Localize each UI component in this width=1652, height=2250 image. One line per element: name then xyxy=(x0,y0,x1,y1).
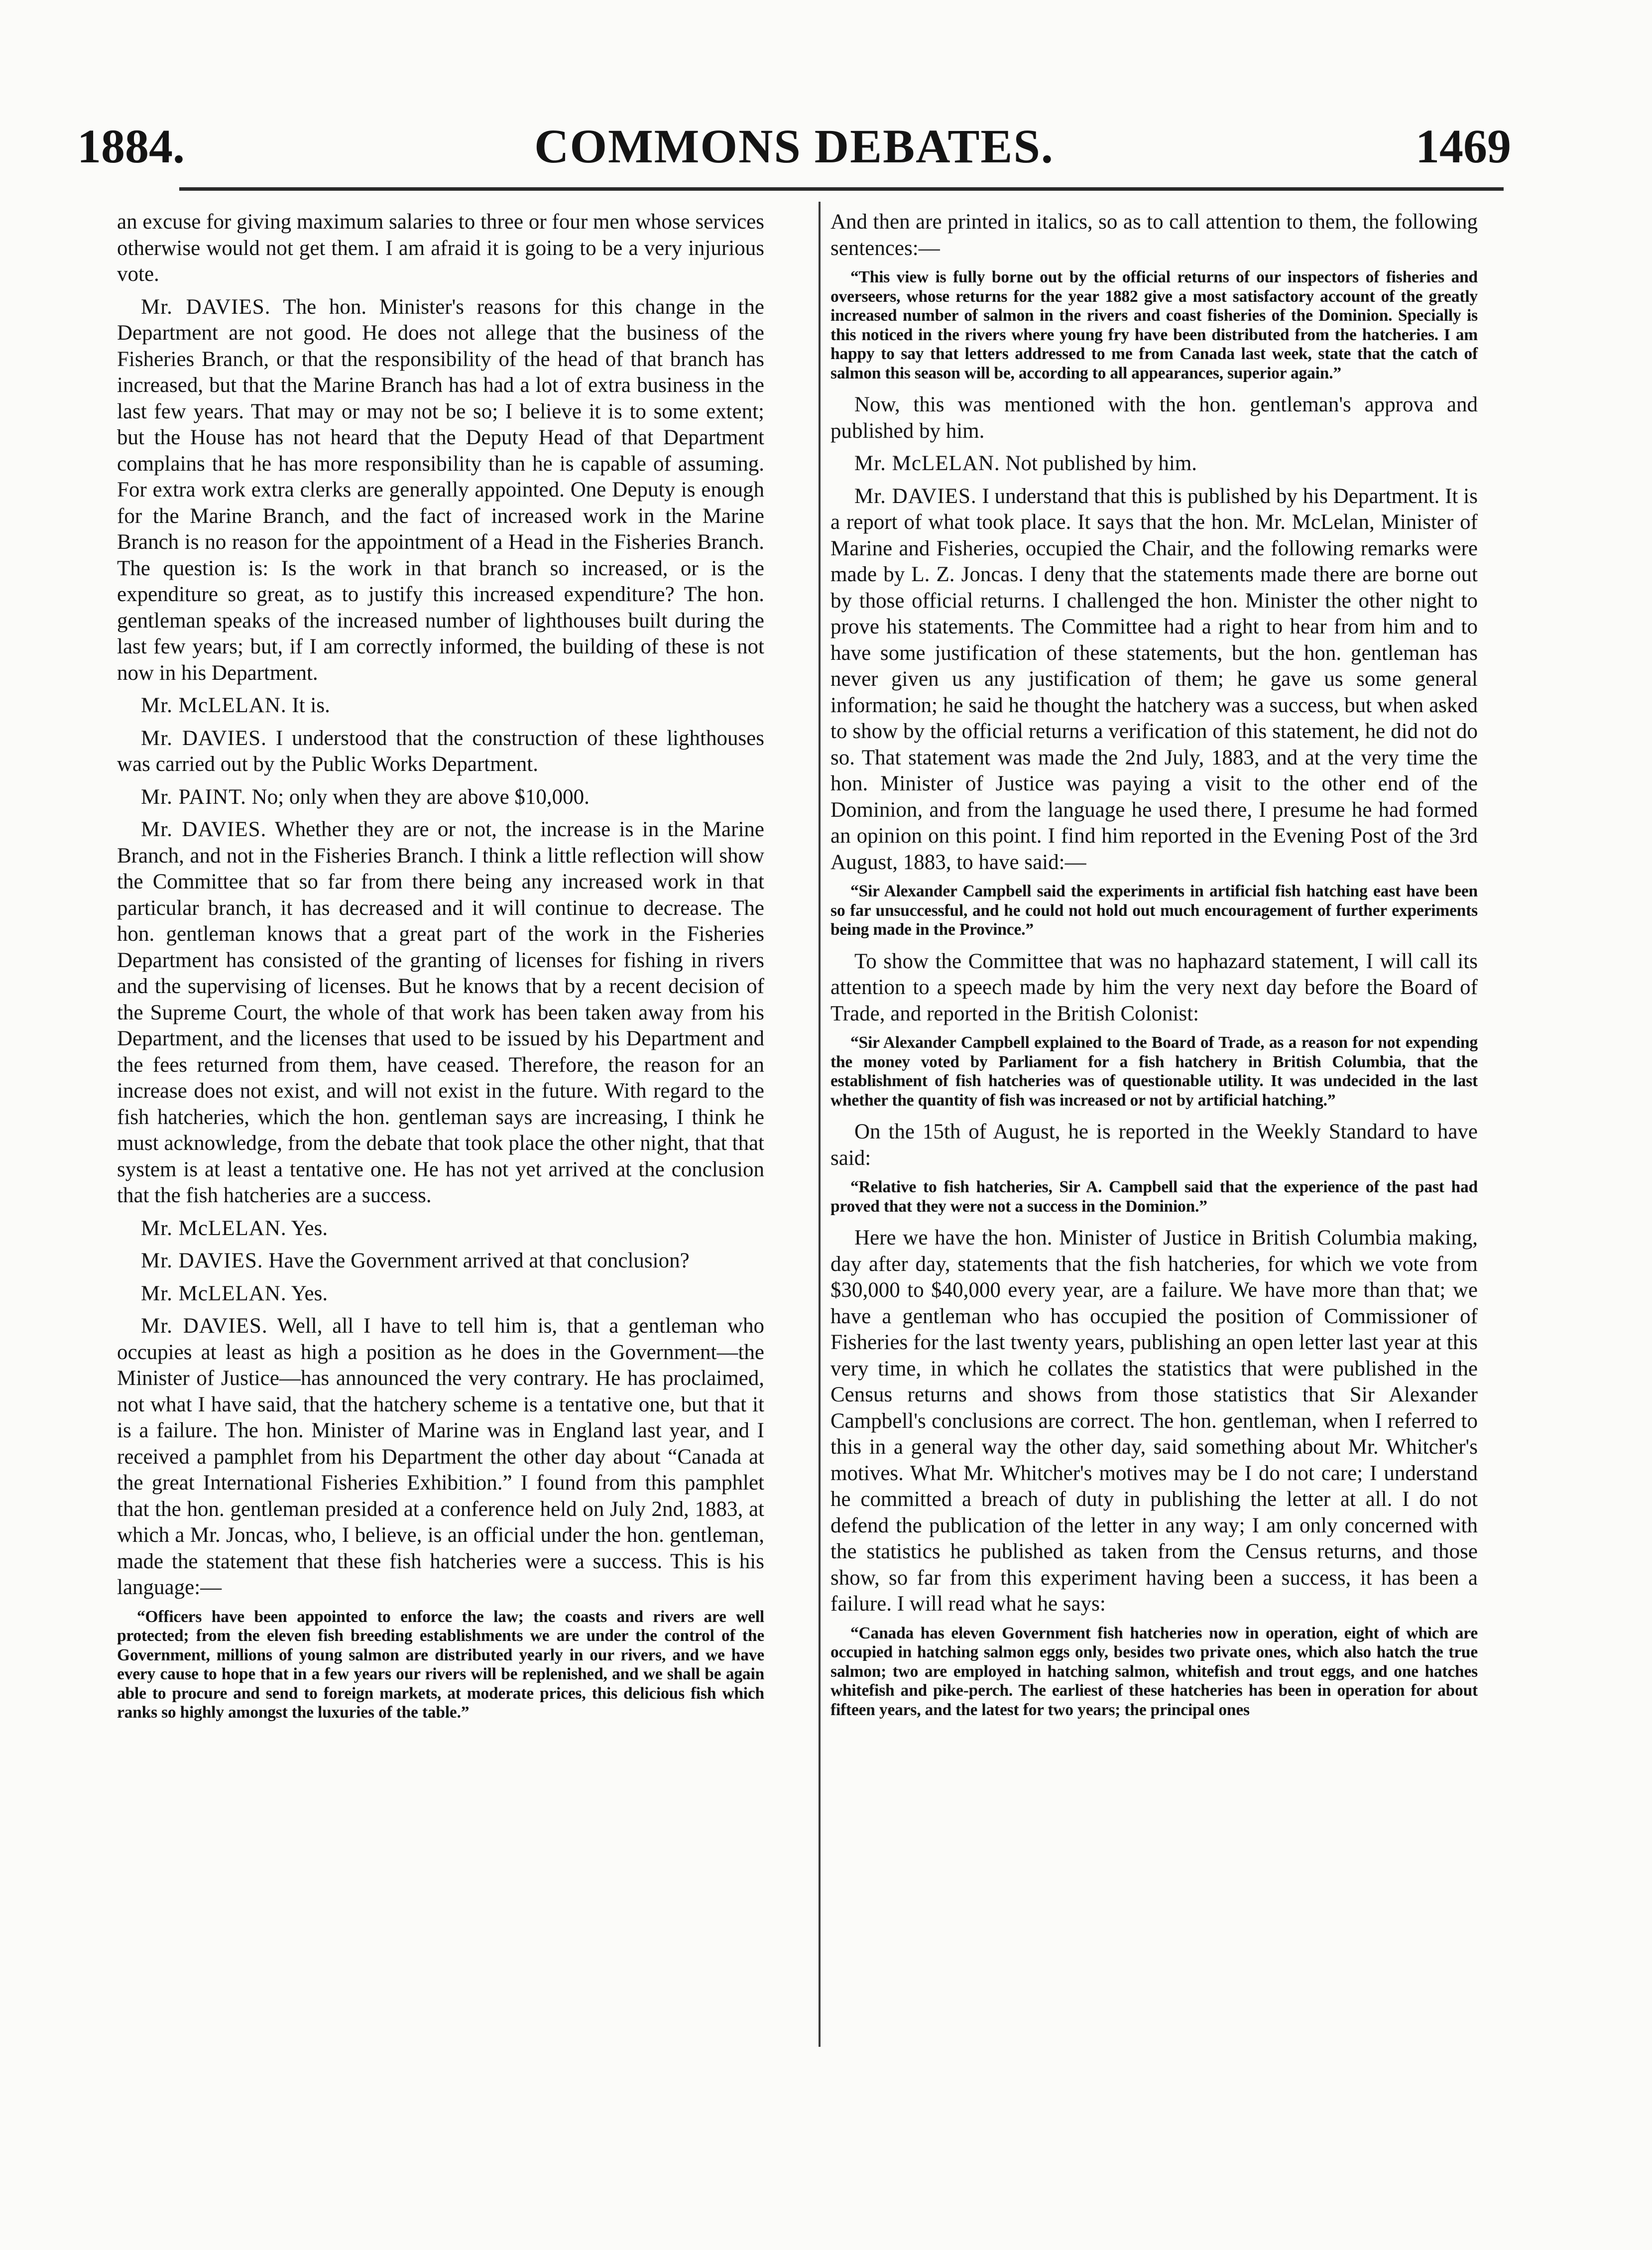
speech-text: I understand that this is published by his Department. It is a report of what took place. It says that the hon. Mr. McLelan, Minister of Marine and Fisheries, occupied the Chair, and the following remarks were made by L. Z. Joncas. I deny that the statements made there are borne out by those official returns. I challenged the hon. Minister the other night to prove his statements. The Committee had a right to hear from him and to have some justification of these statements, but the hon. gentleman has never given us any justification of them; he gave us some general information; he said he thought the hatchery was a success, but when asked to show by the official returns a verification of this statement, he did not do so. That statement was made the 2nd July, 1883, and at the very time the hon. Minister of Justice was paying a visit to the other end of the Dominion, and from the language he used there, I presume he had formed an opinion on this point. I find him reported in the Evening Post of the 3rd August, 1883, to have said:— xyxy=(830,484,1478,874)
left-column xyxy=(117,209,764,1732)
speech-text: The hon. Minister's reasons for this change in the Department are not good. He does not allege that the business of the Fisheries Branch, or that the responsibility of the head of that branch has increased, but that the Marine Branch has had a lot of extra business in the last few years. That may or may not be so; I believe it is to some extent; but the House has not heard that the Deputy Head of that Department complains that he has more responsibility than he is capable of assuming. For extra work extra clerks are generally appointed. One Deputy is enough for the Marine Branch, and the fact of increased work in the Marine Branch is no reason for the appointment of a Head in the Fisheries Branch. The question is: Is the work in that branch so increased, or is the expenditure so great, as to justify this increased expenditure? The hon. gentleman speaks of the increased number of lighthouses built during the last few years; but, if I am correctly informed, the building of these is not now in his Department. xyxy=(117,295,764,685)
speech-text: Have the Government arrived at that conclusion? xyxy=(263,1249,690,1272)
speech-paragraph xyxy=(117,1281,764,1307)
header-page-number: 1469 xyxy=(1416,120,1511,173)
header-title: COMMONS DEBATES. xyxy=(534,120,1054,173)
speaker-name: Mr. McLELAN. xyxy=(854,452,1000,475)
quoted-passage: “Canada has eleven Government fish hatcheries now in operation, eight of which are occupied in hatching salmon eggs only, besides two private ones, which also hatch the true salmon; two are employed in hatching salmon, whitefish and trout eggs, and one hatches whitefish and pike-perch. The earliest of these hatcheries has been in operation for about fifteen years, and the latest for two years; the principal ones xyxy=(830,1624,1478,1719)
speech-paragraph xyxy=(117,1248,764,1274)
speech-text: Yes. xyxy=(286,1281,328,1305)
speaker-name: Mr. DAVIES. xyxy=(854,484,977,508)
speech-text: No; only when they are above $10,000. xyxy=(246,785,590,809)
speaker-name: Mr. DAVIES. xyxy=(141,726,267,750)
speech-text: Not published by him. xyxy=(1000,452,1197,475)
speech-text: Yes. xyxy=(286,1216,328,1240)
text-paragraph: To show the Committee that was no haphazard statement, I will call its attention to a speech made by him the very next day before the Board of Trade, and reported in the British Colonist: xyxy=(830,949,1478,1025)
speech-text: It is. xyxy=(286,694,330,717)
speech-paragraph xyxy=(830,451,1478,477)
text-paragraph: And then are printed in italics, so as to call attention to them, the following sentences:— xyxy=(830,210,1478,260)
quoted-passage: “Officers have been appointed to enforce the law; the coasts and rivers are well protected; from the eleven fish breeding establishments we are under the control of the Government, millions of young salmon are distributed yearly in our rivers, and we have every cause to hope that in a few years our rivers will be replenished, and we shall be again able to procure and send to foreign markets, at moderate prices, this delicious fish which ranks so highly amongst the luxuries of the table.” xyxy=(117,1607,764,1722)
quoted-passage: “Sir Alexander Campbell said the experiments in artificial fish hatching east have been so far unsuccessful, and he could not hold out much encouragement of further experiments being made in the Province.” xyxy=(830,882,1478,939)
text-paragraph: On the 15th of August, he is reported in the Weekly Standard to have said: xyxy=(830,1120,1478,1170)
speech-paragraph xyxy=(117,817,764,1209)
column-divider xyxy=(819,202,821,2047)
speech-paragraph xyxy=(117,784,764,811)
speech-text: I understood that the construction of these lighthouses was carried out by the Public Works Department. xyxy=(117,726,764,776)
quoted-passage: “This view is fully borne out by the official returns of our inspectors of fisheries and overseers, whose returns for the year 1882 give a most satisfactory account of the greatly increased number of salmon in the rivers and coast fisheries of the Dominion. Specially is this noticed in the rivers where young fry have been distributed from the hatcheries. I am happy to say that letters addressed to me from Canada last week, state that the catch of salmon this season will be, according to all appearances, superior again.” xyxy=(830,268,1478,382)
text-paragraph: an excuse for giving maximum salaries to three or four men whose services otherwise would not get them. I am afraid it is going to be a very injurious vote. xyxy=(117,210,764,286)
speech-paragraph xyxy=(117,693,764,719)
header-year: 1884. xyxy=(77,120,185,173)
speech-paragraph xyxy=(117,726,764,778)
speech-paragraph xyxy=(830,484,1478,876)
speaker-name: Mr. DAVIES. xyxy=(141,1249,263,1272)
quoted-passage: “Sir Alexander Campbell explained to the Board of Trade, as a reason for not expending the money voted by Parliament for a fish hatchery in British Columbia, that the establishment of fish hatcheries was of questionable utility. It was undecided in the last whether the quantity of fish was increased or not by artificial hatching.” xyxy=(830,1033,1478,1110)
speaker-name: Mr. DAVIES. xyxy=(141,1314,268,1338)
speech-paragraph xyxy=(117,1313,764,1601)
speech-paragraph xyxy=(117,1216,764,1242)
speaker-name: Mr. McLELAN. xyxy=(141,1216,287,1240)
speech-paragraph xyxy=(117,294,764,687)
speech-text: Whether they are or not, the increase is in the Marine Branch, and not in the Fisheries Branch. I think a little reflection will show the Committee that so far from there being any increased work in that particular branch, it has decreased and it will continue to decrease. The hon. gentleman knows that a great part of the work in the Fisheries Department has consisted of the granting of licenses for fishing in rivers and the supervising of licenses. But he knows that by a recent decision of the Supreme Court, the whole of that work has been taken away from his Department, and the licenses that used to be issued by his Department and the fees returned from them, have ceased. Therefore, the reason for an increase does not exist, and will not exist in the future. With regard to the fish hatcheries, which the hon. gentleman says are increasing, I think he must acknowledge, from the debate that took place the other night, that that system is at least a tentative one. He has not yet arrived at the conclusion that the fish hatcheries are a success. xyxy=(117,818,764,1207)
page-header xyxy=(77,119,1511,188)
text-paragraph: Here we have the hon. Minister of Justice in British Columbia making, day after day, statements that the fish hatcheries, for which we vote from $30,000 to $40,000 every year, are a failure. We have more than that; we have a gentleman who has occupied the position of Commissioner of Fisheries for the last twenty years, publishing an open letter last year at this very time, in which he collates the statistics that were published in the Census returns and shows from those statistics that Sir Alexander Campbell's conclusions are correct. The hon. gentleman, when I referred to this in a general way the other day, said something about Mr. Whitcher's motives. What Mr. Whitcher's motives may be I do not care; I understand he committed a breach of duty in publishing the letter at all. I do not defend the publication of the letter in any way; I am only concerned with the statistics he published as taken from the Census returns, and those show, so far from this experiment having been a success, it has been a failure. I will read what he says: xyxy=(830,1226,1478,1616)
speech-text: Well, all I have to tell him is, that a gentleman who occupies at least as high a position as he does in the Government—the Minister of Justice—has announced the very contrary. He has proclaimed, not what I have said, that the hatchery scheme is a tentative one, but that it is a failure. The hon. Minister of Marine was in England last year, and I received a pamphlet from his Department the other day about “Canada at the great International Fisheries Exhibition.” I found from this pamphlet that the hon. gentleman presided at a conference held on July 2nd, 1883, at which a Mr. Joncas, who, I believe, is an official under the hon. gentleman, made the statement that these fish hatcheries were a success. This is his language:— xyxy=(117,1314,764,1599)
header-rule xyxy=(179,187,1504,191)
text-paragraph: Now, this was mentioned with the hon. gentleman's approva and published by him. xyxy=(830,393,1478,443)
right-column xyxy=(830,209,1478,1729)
speaker-name: Mr. PAINT. xyxy=(141,785,246,809)
quoted-passage: “Relative to fish hatcheries, Sir A. Campbell said that the experience of the past had proved that they were not a success in the Dominion.” xyxy=(830,1178,1478,1216)
speaker-name: Mr. McLELAN. xyxy=(141,694,287,717)
speaker-name: Mr. DAVIES. xyxy=(141,818,267,841)
speaker-name: Mr. DAVIES. xyxy=(141,295,271,319)
speaker-name: Mr. McLELAN. xyxy=(141,1281,287,1305)
